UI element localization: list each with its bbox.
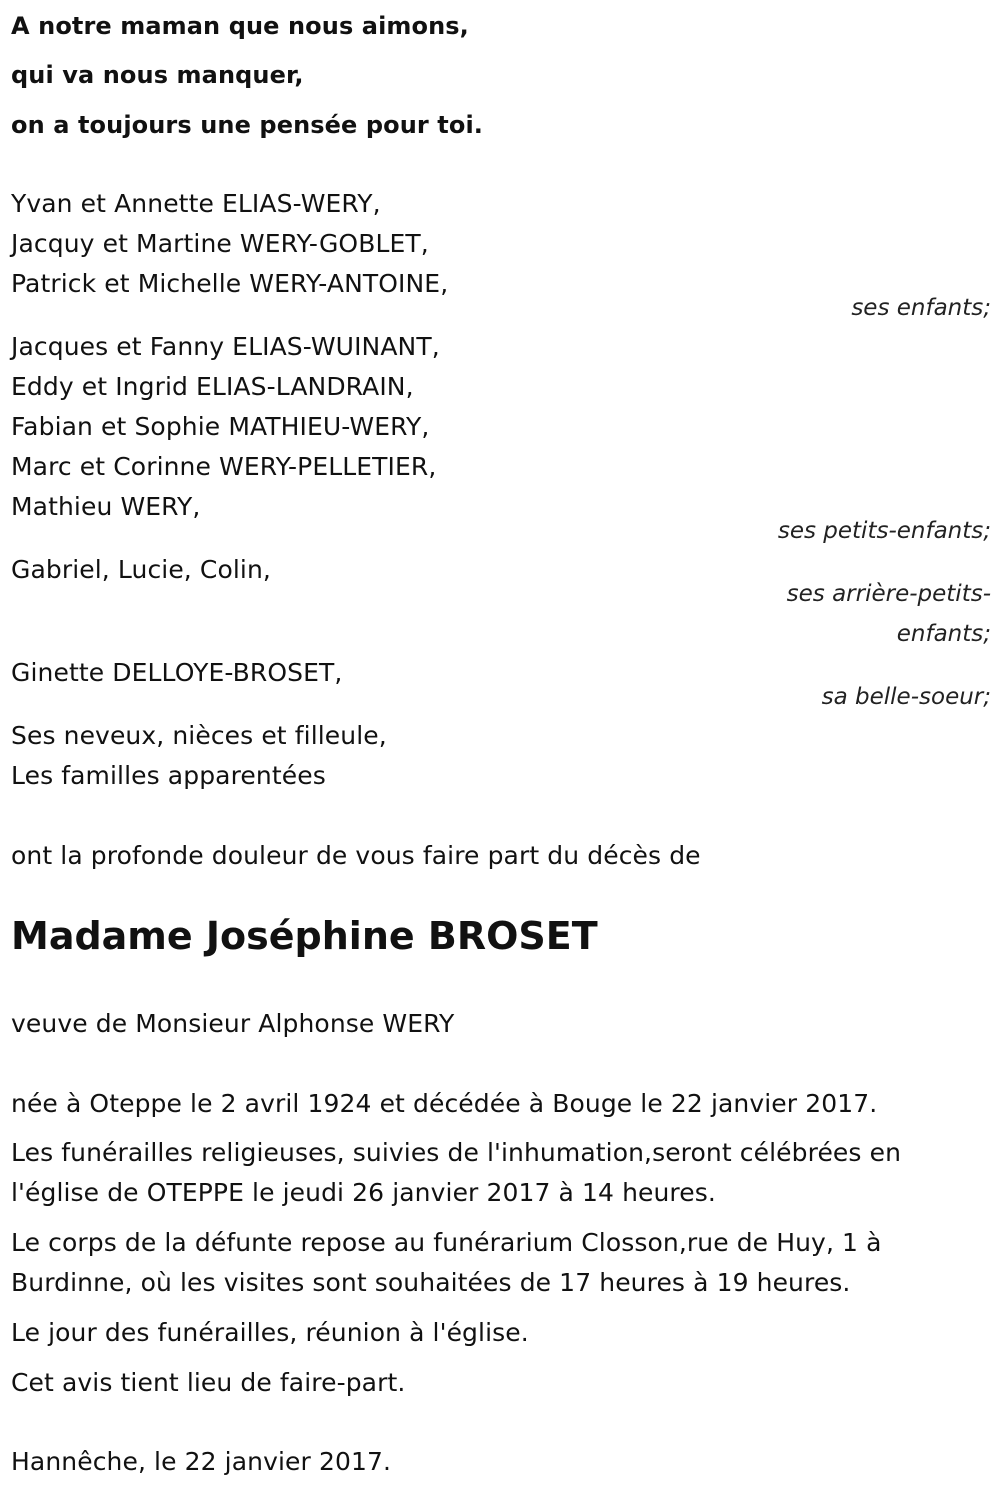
grandchild-name: Fabian et Sophie MATHIEU-WERY,: [11, 412, 430, 441]
grandchild-name: Eddy et Ingrid ELIAS-LANDRAIN,: [11, 372, 414, 401]
grandchild-name: Mathieu WERY,: [11, 492, 201, 521]
birth-death-info: née à Oteppe le 2 avril 1924 et décédée à Bouge le 22 janvier 2017.: [11, 1089, 878, 1118]
notice-info: Cet avis tient lieu de faire-part.: [11, 1368, 406, 1397]
role-great-grandchildren: ses arrière-petits-: [786, 581, 991, 607]
role-grandchildren: ses petits-enfants;: [777, 518, 991, 544]
funeral-info: l'église de OTEPPE le jeudi 26 janvier 2017 à 14 heures.: [11, 1178, 716, 1207]
grandchild-name: Marc et Corinne WERY-PELLETIER,: [11, 452, 437, 481]
role-children: ses enfants;: [851, 295, 991, 321]
widow-of: veuve de Monsieur Alphonse WERY: [11, 1009, 455, 1038]
intro-line: on a toujours une pensée pour toi.: [11, 111, 483, 139]
funeral-info: Les funérailles religieuses, suivies de l'inhumation,seront célébrées en: [11, 1138, 902, 1167]
grandchild-name: Jacques et Fanny ELIAS-WUINANT,: [11, 332, 440, 361]
child-name: Jacquy et Martine WERY-GOBLET,: [11, 229, 429, 258]
role-sister-in-law: sa belle-soeur;: [821, 684, 991, 710]
child-name: Yvan et Annette ELIAS-WERY,: [11, 189, 381, 218]
announcement-text: ont la profonde douleur de vous faire part du décès de: [11, 841, 701, 870]
visitation-info: Le corps de la défunte repose au funérarium Closson,rue de Huy, 1 à: [11, 1228, 882, 1257]
sister-in-law-name: Ginette DELLOYE-BROSET,: [11, 658, 343, 687]
relatives-line: Les familles apparentées: [11, 761, 326, 790]
visitation-info: Burdinne, où les visites sont souhaitées de 17 heures à 19 heures.: [11, 1268, 851, 1297]
great-grandchild-names: Gabriel, Lucie, Colin,: [11, 555, 271, 584]
relatives-line: Ses neveux, nièces et filleule,: [11, 721, 387, 750]
place-date: Hannêche, le 22 janvier 2017.: [11, 1447, 392, 1476]
intro-line: A notre maman que nous aimons,: [11, 12, 469, 40]
intro-line: qui va nous manquer,: [11, 61, 304, 89]
child-name: Patrick et Michelle WERY-ANTOINE,: [11, 269, 449, 298]
meeting-info: Le jour des funérailles, réunion à l'église.: [11, 1318, 529, 1347]
deceased-name: Madame Joséphine BROSET: [11, 914, 598, 958]
role-great-grandchildren-cont: enfants;: [896, 621, 991, 647]
